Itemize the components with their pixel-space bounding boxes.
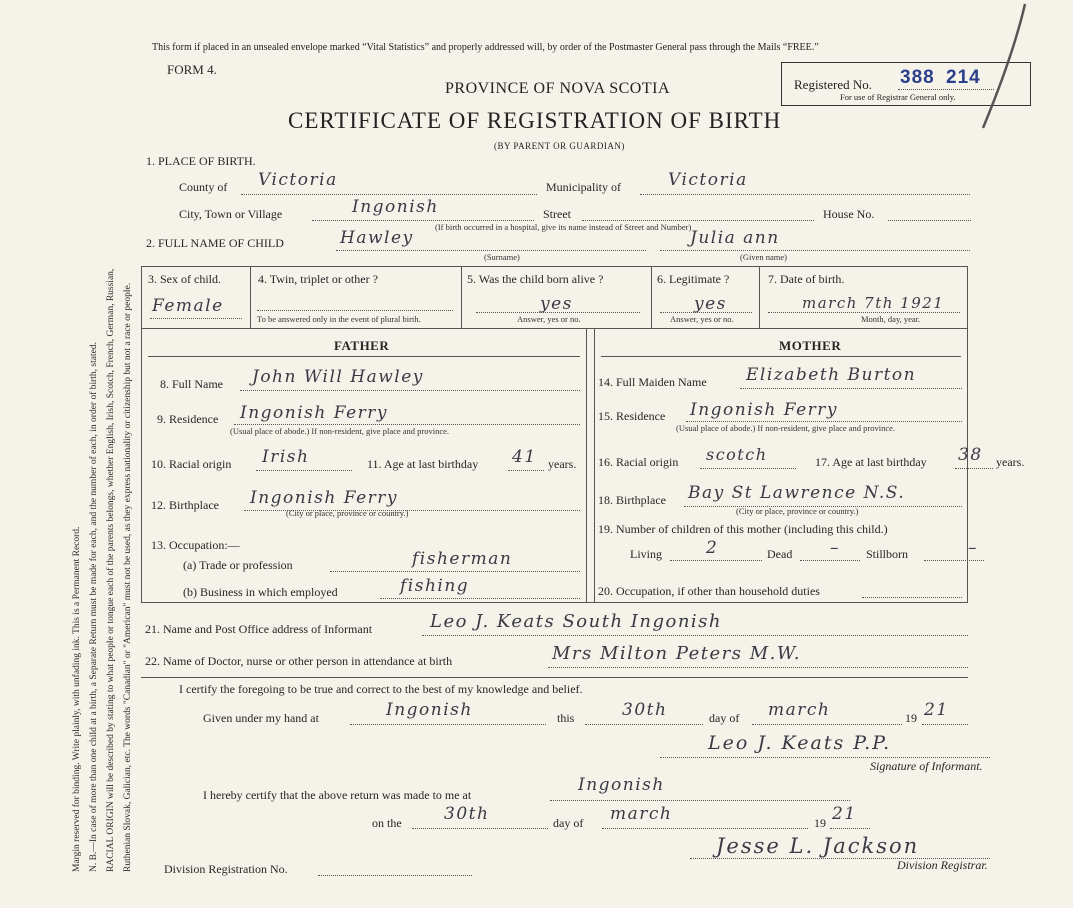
registered-number-suffix: 214 xyxy=(946,67,981,88)
surname-caption: (Surname) xyxy=(484,252,520,262)
legitimate-value: yes xyxy=(694,294,727,314)
father-residence-note: (Usual place of abode.) If non-resident, give place and province. xyxy=(230,426,450,436)
living-label: Living xyxy=(630,547,662,561)
registrar-signature: Jesse L. Jackson xyxy=(716,834,920,858)
father-trade-value: fisherman xyxy=(412,549,513,569)
mother-residence-value: Ingonish Ferry xyxy=(690,400,839,420)
city-label: City, Town or Village xyxy=(179,207,283,221)
margin-note-nationality: Ruthenian Slovak, Galician, etc. The words "Canadian" or "American" must not be used, as they express nationality or citizenship but not a race or people. xyxy=(123,282,133,872)
mother-residence-label: 15. Residence xyxy=(598,409,666,423)
mother-birthplace-value: Bay St Lawrence N.S. xyxy=(688,483,906,503)
postal-note: This form if placed in an unsealed envelope marked “Vital Statistics” and properly addressed will, by order of the Postmaster General pass through the Mails “FREE.” xyxy=(152,42,819,53)
father-age-unit: years. xyxy=(548,457,577,471)
mother-racial-value: scotch xyxy=(706,445,768,464)
pencil-check-mark xyxy=(975,0,1030,135)
mother-racial-label: 16. Racial origin xyxy=(598,455,679,469)
father-age-label: 11. Age at last birthday xyxy=(367,457,479,471)
certify-year-value: 21 xyxy=(924,700,949,720)
doctor-value: Mrs Milton Peters M.W. xyxy=(552,643,801,664)
margin-note-binding: Margin reserved for binding. Write plainly, with unfading ink. This is a Permanent Record. xyxy=(72,526,82,872)
child-surname: Hawley xyxy=(340,228,414,248)
house-label: House No. xyxy=(823,207,875,221)
father-birthplace-value: Ingonish Ferry xyxy=(250,488,399,508)
registrar-signature-caption: Division Registrar. xyxy=(897,858,988,872)
father-residence-label: 9. Residence xyxy=(157,412,219,426)
date-caption: Month, day, year. xyxy=(861,314,921,324)
given-under-hand-label: Given under my hand at xyxy=(203,711,319,725)
certify-day-label: day of xyxy=(709,711,740,725)
mother-age-unit: years. xyxy=(996,455,1025,469)
city-value: Ingonish xyxy=(352,197,439,217)
certify-day-value: 30th xyxy=(622,700,668,720)
father-residence-value: Ingonish Ferry xyxy=(240,403,389,423)
registrar-on-the: on the xyxy=(372,816,402,830)
margin-note-separate-return: N. B.—In case of more than one child at a birth, a Separate Return must be made for each, and the number of each, in order of birth, stated. xyxy=(89,342,99,872)
certify-year-prefix: 19 xyxy=(905,711,917,725)
county-label: County of xyxy=(179,180,228,194)
mother-name-value: Elizabeth Burton xyxy=(746,365,917,385)
street-note: (If birth occurred in a hospital, give its name instead of Street and Number) xyxy=(435,222,692,232)
registrar-year-prefix: 19 xyxy=(814,816,826,830)
father-heading: FATHER xyxy=(334,338,390,353)
living-value: 2 xyxy=(706,538,719,558)
mother-residence-note: (Usual place of abode.) If non-resident, give place and province. xyxy=(676,423,896,433)
mother-children-label: 19. Number of children of this mother (including this child.) xyxy=(598,522,888,536)
registered-number-prefix: 388 xyxy=(900,67,935,88)
father-business-value: fishing xyxy=(400,576,470,596)
registrar-day-value: 30th xyxy=(444,804,490,824)
mother-age-value: 38 xyxy=(958,445,983,465)
doctor-label: 22. Name of Doctor, nurse or other person in attendance at birth xyxy=(145,654,453,668)
father-birthplace-label: 12. Birthplace xyxy=(151,498,219,512)
father-business-label: (b) Business in which employed xyxy=(183,585,338,599)
form-number: FORM 4. xyxy=(167,62,217,77)
registrar-day-label: day of xyxy=(553,816,584,830)
father-occupation-label: 13. Occupation:— xyxy=(151,538,240,552)
stillborn-label: Stillborn xyxy=(866,547,909,561)
informant-signature-caption: Signature of Informant. xyxy=(870,759,983,773)
mother-occupation-label: 20. Occupation, if other than household duties xyxy=(598,584,820,598)
alive-value: yes xyxy=(540,294,573,314)
given-place-value: Ingonish xyxy=(386,700,473,720)
margin-note-racial-origin: RACIAL ORIGIN will be described by stating to what people or tongue each of the parents belongs, whether English, Irish, Scotch, French, German, Russian, xyxy=(106,268,116,872)
certify-statement: I certify the foregoing to be true and correct to the best of my knowledge and belief. xyxy=(179,682,583,696)
registrar-statement: I hereby certify that the above return was made to me at xyxy=(203,788,472,802)
sex-value: Female xyxy=(152,296,224,316)
municipality-value: Victoria xyxy=(668,170,748,190)
father-name-value: John Will Hawley xyxy=(252,367,424,387)
informant-signature: Leo J. Keats P.P. xyxy=(708,732,892,754)
twin-label: 4. Twin, triplet or other ? xyxy=(258,272,378,286)
mother-name-label: 14. Full Maiden Name xyxy=(598,375,707,389)
informant-value: Leo J. Keats South Ingonish xyxy=(430,611,723,632)
child-given-name: Julia ann xyxy=(690,228,780,248)
province-heading: PROVINCE OF NOVA SCOTIA xyxy=(445,80,671,97)
father-racial-label: 10. Racial origin xyxy=(151,457,232,471)
given-name-caption: (Given name) xyxy=(740,252,787,262)
registrar-use-note: For use of Registrar General only. xyxy=(840,92,956,102)
father-age-value: 41 xyxy=(512,447,537,467)
legitimate-caption: Answer, yes or no. xyxy=(670,314,734,324)
alive-label: 5. Was the child born alive ? xyxy=(467,272,604,286)
father-racial-value: Irish xyxy=(262,447,310,467)
certify-month-value: march xyxy=(768,700,831,720)
certificate-subtitle: (BY PARENT OR GUARDIAN) xyxy=(494,141,625,151)
mother-age-label: 17. Age at last birthday xyxy=(815,455,927,469)
county-value: Victoria xyxy=(258,170,338,190)
sex-label: 3. Sex of child. xyxy=(148,272,221,286)
father-birthplace-note: (City or place, province or country.) xyxy=(286,508,409,518)
twin-note: To be answered only in the event of plural birth. xyxy=(257,314,421,324)
child-name-label: 2. FULL NAME OF CHILD xyxy=(146,236,284,250)
mother-birthplace-label: 18. Birthplace xyxy=(598,493,666,507)
mother-birthplace-note: (City or place, province or country.) xyxy=(736,506,859,516)
municipality-label: Municipality of xyxy=(546,180,621,194)
division-registration-label: Division Registration No. xyxy=(164,862,288,876)
mother-heading: MOTHER xyxy=(779,338,842,353)
registered-label: Registered No. xyxy=(794,77,872,92)
legitimate-label: 6. Legitimate ? xyxy=(657,272,730,286)
street-label: Street xyxy=(543,207,571,221)
this-label: this xyxy=(557,711,575,725)
informant-label: 21. Name and Post Office address of Informant xyxy=(145,622,373,636)
stillborn-value: – xyxy=(968,538,978,558)
father-name-label: 8. Full Name xyxy=(160,377,223,391)
father-trade-label: (a) Trade or profession xyxy=(183,558,293,572)
registrar-place-value: Ingonish xyxy=(578,775,665,795)
certificate-title: CERTIFICATE OF REGISTRATION OF BIRTH xyxy=(288,108,782,133)
place-of-birth-heading: 1. PLACE OF BIRTH. xyxy=(146,154,256,168)
date-of-birth-label: 7. Date of birth. xyxy=(768,272,845,286)
dead-value: – xyxy=(830,538,840,558)
registrar-month-value: march xyxy=(610,804,673,824)
dead-label: Dead xyxy=(767,547,793,561)
alive-caption: Answer, yes or no. xyxy=(517,314,581,324)
date-of-birth-value: march 7th 1921 xyxy=(802,294,945,312)
registrar-year-value: 21 xyxy=(832,804,857,824)
